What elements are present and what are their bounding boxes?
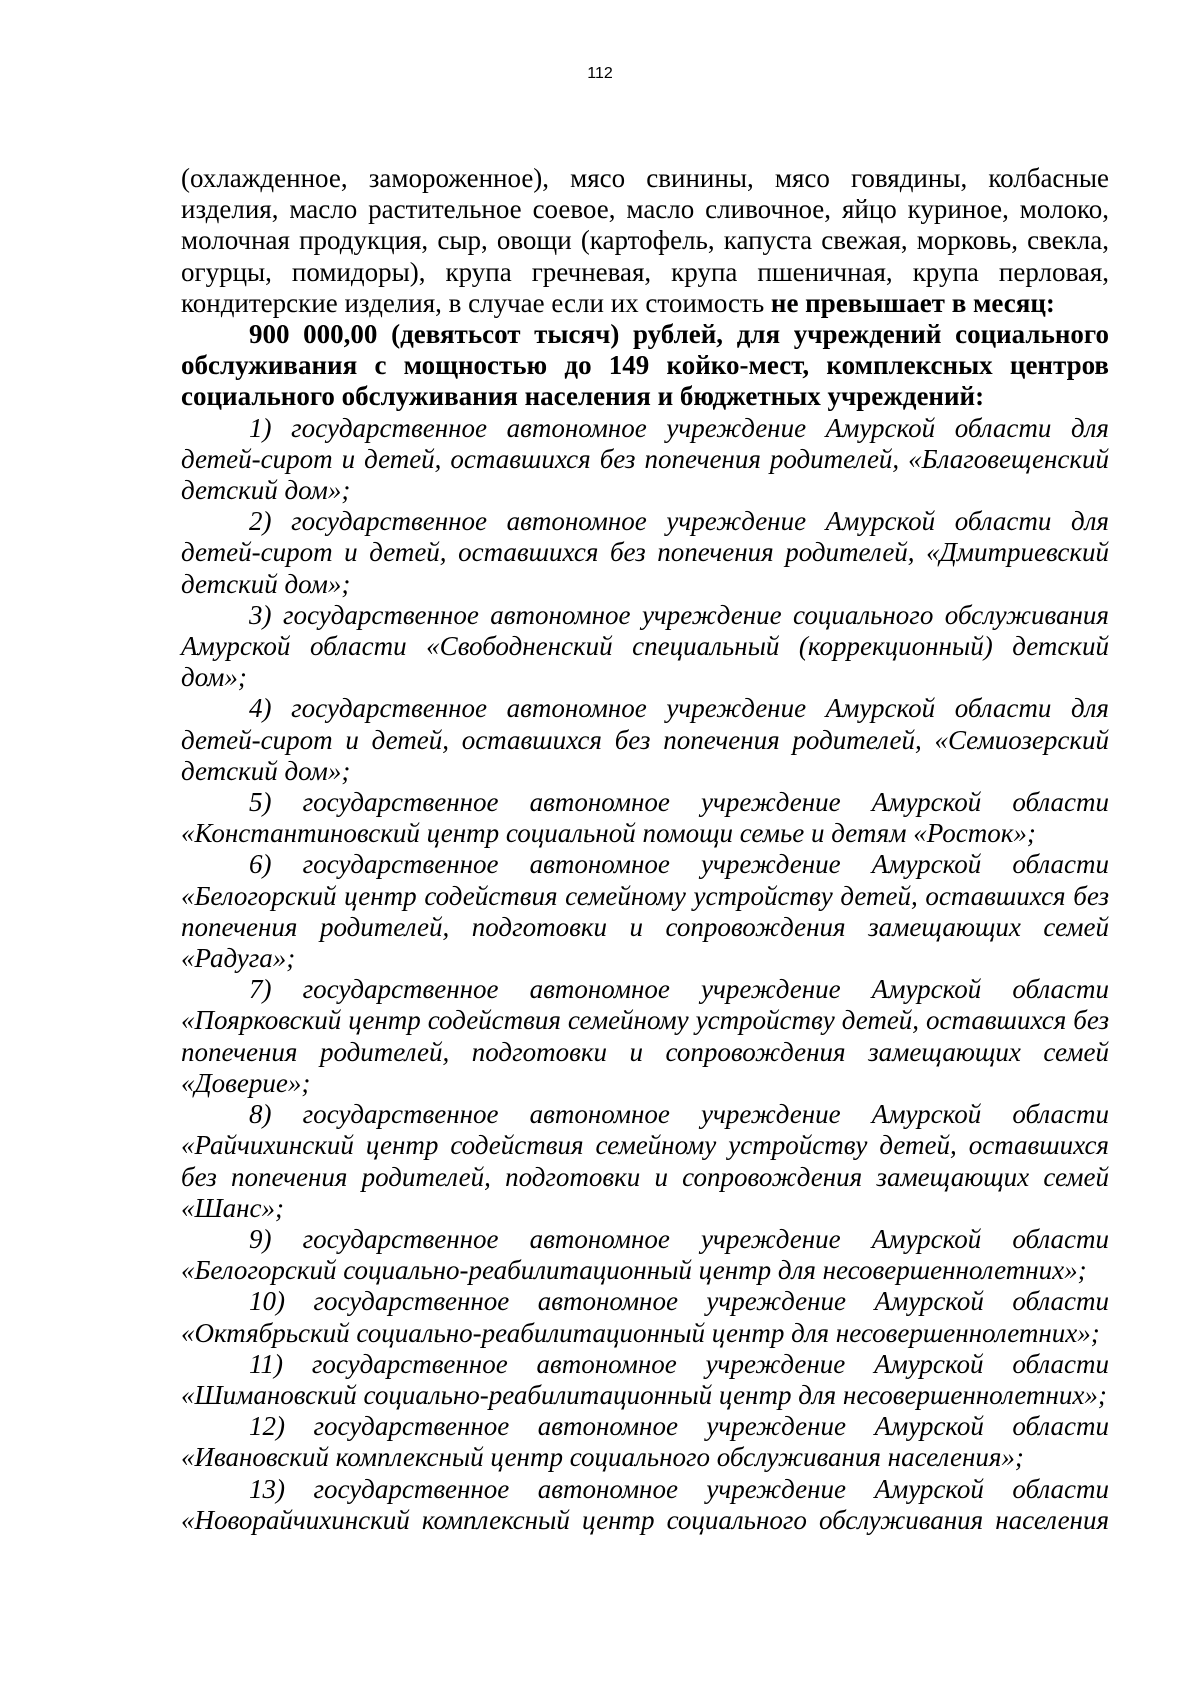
list-item: 5) государственное автономное учреждение Амурской области «Константиновский центр социальной помощи семье и детям «Росток»;	[181, 787, 1109, 849]
intro-paragraph	[181, 163, 1109, 319]
intro-text: (охлажденное, замороженное), мясо свинины, мясо говядины, колбасные изделия, масло растительное соевое, масло сливочное, яйцо куриное, молоко, молочная продукция, сыр, овощи (картофель, капуста свежая, морковь, свекла, огурцы, помидоры), крупа гречневая, крупа пшеничная, крупа перловая, кондитерские изделия, в случае если их стоимость	[181, 163, 1109, 318]
list-item: 9) государственное автономное учреждение Амурской области «Белогорский социально-реабилитационный центр для несовершеннолетних»;	[181, 1223, 1109, 1286]
list-item: 11) государственное автономное учреждение Амурской области «Шимановский социально-реабилитационный центр для несовершеннолетних»;	[181, 1348, 1109, 1410]
list-item: 6) государственное автономное учреждение Амурской области «Белогорский центр содействия семейному устройству детей, оставшихся без попечения родителей, подготовки и сопровождения замещающих семей «Радуга»;	[181, 849, 1109, 974]
list-item: 12) государственное автономное учреждение Амурской области «Ивановский комплексный центр социального обслуживания населения»;	[181, 1411, 1109, 1473]
list-item: 3) государственное автономное учреждение социального обслуживания Амурской области «Свободненский специальный (коррекционный) детский дом»;	[181, 599, 1109, 693]
intro-emphasis: не превышает в месяц:	[770, 287, 1055, 318]
threshold-paragraph: 900 000,00 (девятьсот тысяч) рублей, для учреждений социального обслуживания с мощностью до 149 койко-мест, комплексных центров социального обслуживания населения и бюджетных учреждений:	[181, 319, 1109, 412]
list-item: 8) государственное автономное учреждение Амурской области «Райчихинский центр содействия семейному устройству детей, оставшихся без попечения родителей, подготовки и сопровождения замещающих семей «Шанс»;	[181, 1099, 1109, 1223]
list-item: 1) государственное автономное учреждение Амурской области для детей-сирот и детей, оставшихся без попечения родителей, «Благовещенский детский дом»;	[181, 412, 1109, 506]
list-item: 2) государственное автономное учреждение Амурской области для детей-сирот и детей, оставшихся без попечения родителей, «Дмитриевский детский дом»;	[181, 506, 1109, 599]
list-item: 7) государственное автономное учреждение Амурской области «Поярковский центр содействия семейному устройству детей, оставшихся без попечения родителей, подготовки и сопровождения замещающих семей «Доверие»;	[181, 974, 1109, 1098]
list-item: 4) государственное автономное учреждение Амурской области для детей-сирот и детей, оставшихся без попечения родителей, «Семиозерский детский дом»;	[181, 693, 1109, 786]
list-item: 13) государственное автономное учреждение Амурской области «Новорайчихинский комплексный центр социального обслуживания населения	[181, 1473, 1109, 1535]
list-item: 10) государственное автономное учреждение Амурской области «Октябрьский социально-реабилитационный центр для несовершеннолетних»;	[181, 1286, 1109, 1348]
document-body	[181, 163, 1109, 1536]
page-number: 112	[587, 65, 613, 82]
